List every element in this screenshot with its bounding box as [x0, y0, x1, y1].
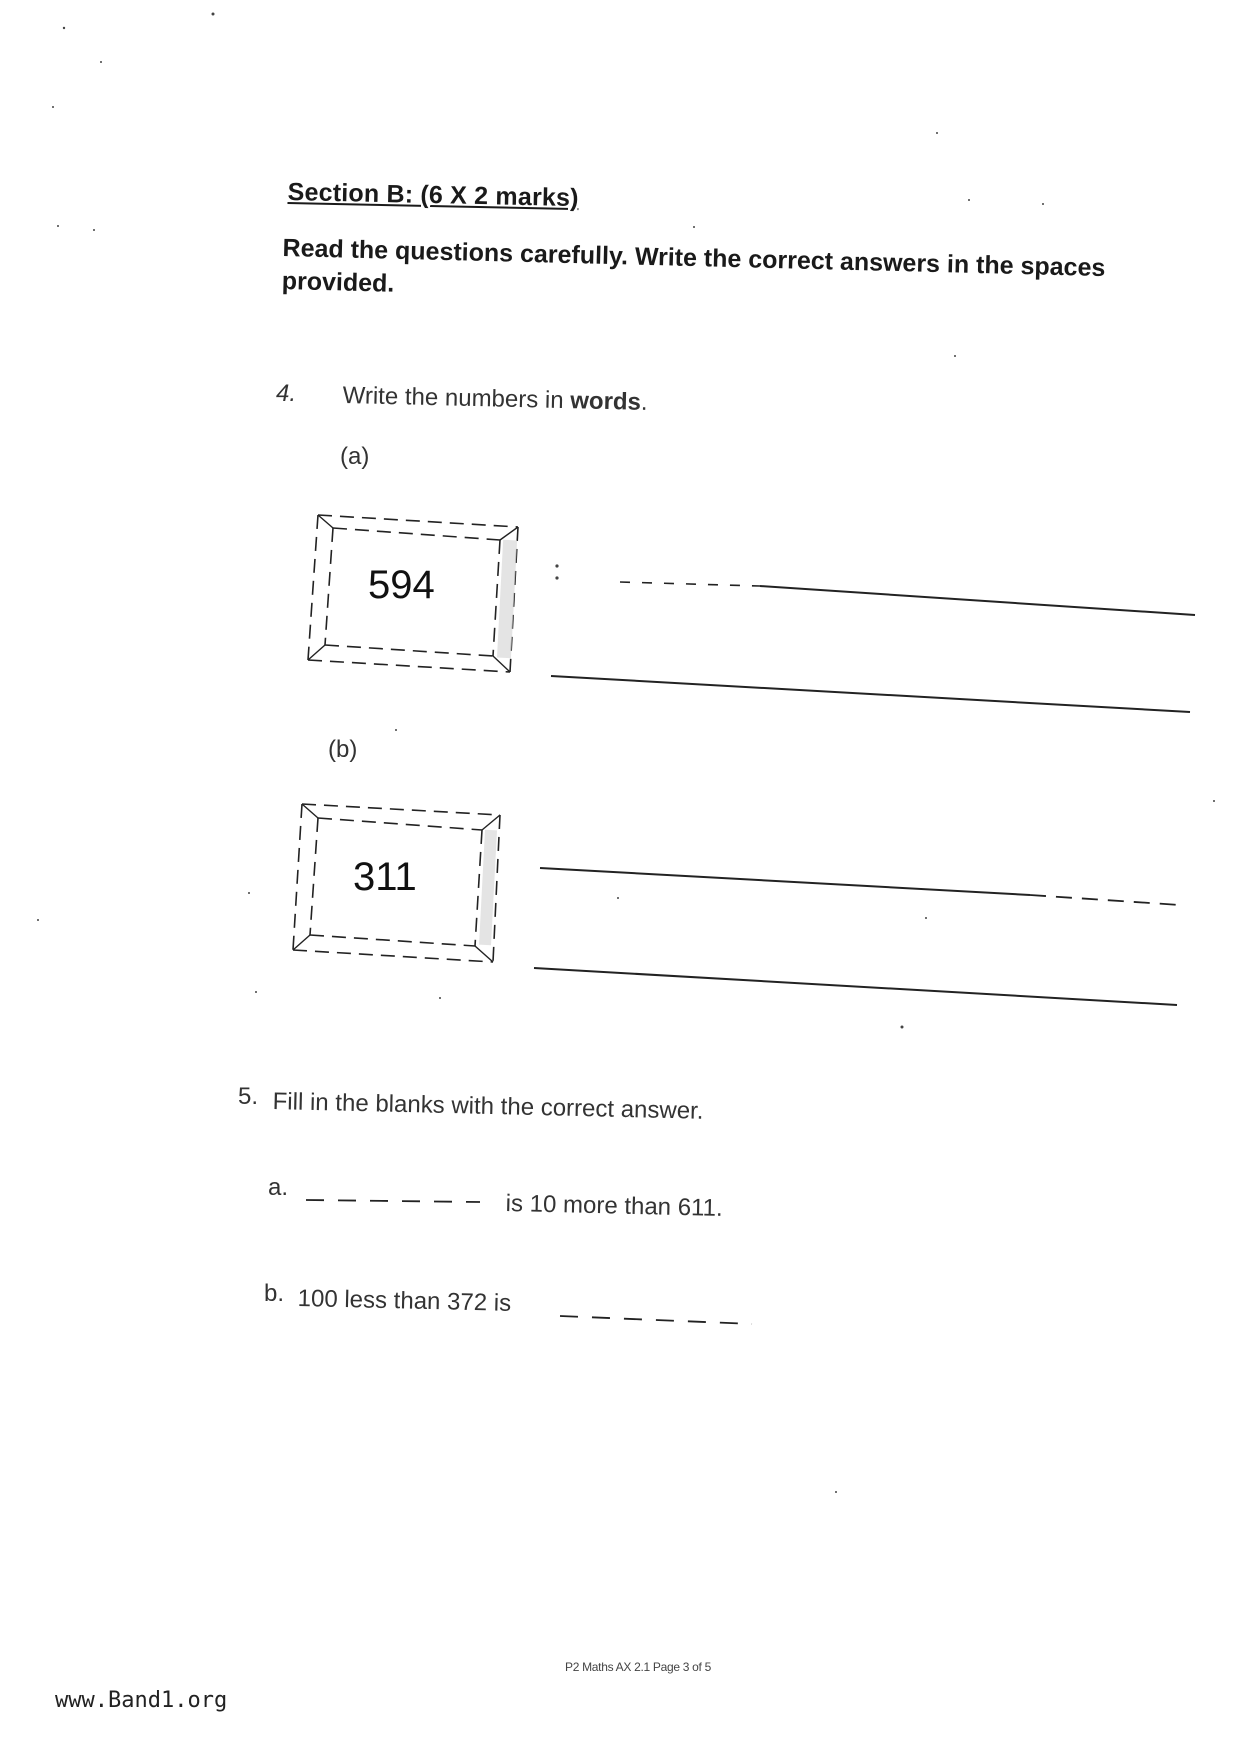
blank-5a	[306, 1200, 480, 1202]
box-b-corner-br	[475, 946, 493, 962]
box-a-inner-bottom	[325, 645, 493, 656]
box-b-corner-bl	[293, 935, 310, 950]
box-a-inner-top	[333, 528, 500, 540]
section-title: Section B: (6 X 2 marks)	[287, 178, 579, 213]
box-b-inner-top	[318, 818, 482, 830]
box-b-inner-left	[310, 818, 318, 935]
blank-5b	[560, 1316, 752, 1324]
box-a-inner-left	[325, 528, 333, 645]
answer-line-4a-2	[551, 676, 1190, 712]
box-a-corner-bl	[308, 645, 325, 660]
box-a-outer-bottom	[308, 660, 510, 672]
box-a-corner-br	[493, 656, 510, 672]
box-a-corner-tl	[318, 515, 333, 528]
number-box-594: 594	[368, 563, 435, 607]
answer-line-4b-1-dashed	[1030, 895, 1180, 905]
box-b-outer-top	[302, 804, 500, 815]
box-b-inner-bottom	[310, 935, 475, 946]
box-a-corner-tr	[500, 527, 518, 540]
question-4-text-prefix: Write the numbers in	[342, 382, 571, 415]
question-5a-text: is 10 more than 611.	[505, 1190, 723, 1222]
box-b-outer-bottom	[293, 950, 493, 962]
question-5-number: 5.	[238, 1083, 259, 1110]
scan-speckles	[37, 13, 1215, 1494]
question-5a-label: a.	[268, 1174, 289, 1201]
box-b-outer-left	[293, 804, 302, 950]
question-4a-label: (a)	[340, 443, 370, 470]
box-b-corner-tl	[302, 804, 318, 818]
question-5b-text: 100 less than 372 is	[297, 1285, 512, 1317]
footer-site: www.Band1.org	[55, 1688, 228, 1713]
answer-line-4b-1	[540, 868, 1030, 895]
number-box-311: 311	[353, 855, 417, 899]
answer-line-4a-1-dashed	[620, 582, 760, 586]
section-instructions: Read the questions carefully. Write the correct answers in the spaces provided.	[281, 233, 1106, 298]
question-4-number: 4.	[276, 380, 297, 407]
question-5-text: Fill in the blanks with the correct answer.	[272, 1088, 704, 1125]
answer-line-4a-1	[760, 586, 1195, 615]
question-5b-label: b.	[264, 1280, 285, 1307]
box-a-outer-left	[308, 515, 318, 660]
box-a-outer-top	[318, 515, 518, 527]
question-4b-label: (b)	[328, 736, 358, 763]
footer-page-info: P2 Maths AX 2.1 Page 3 of 5	[565, 1660, 712, 1674]
question-4-text-suffix: .	[640, 388, 648, 416]
question-4-text-bold: words	[569, 387, 642, 416]
answer-line-4b-2	[534, 968, 1177, 1005]
box-b-corner-tr	[482, 815, 500, 830]
